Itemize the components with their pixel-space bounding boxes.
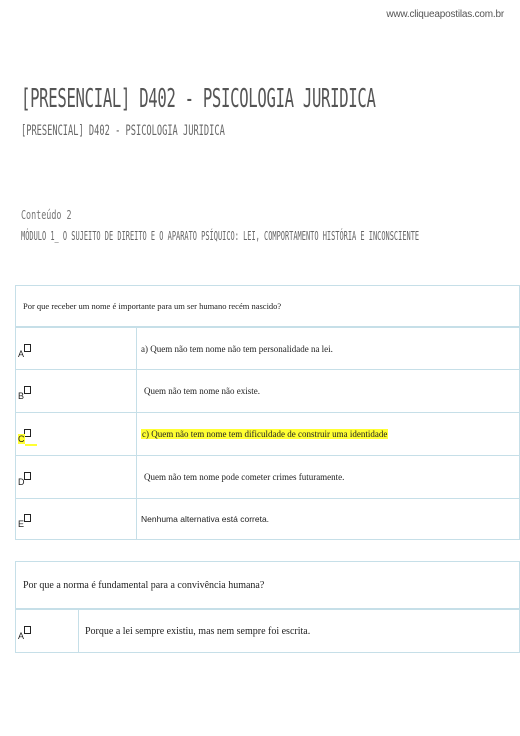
option-letter: A: [18, 631, 25, 641]
checkbox-icon[interactable]: [24, 626, 31, 634]
course-title: [PRESENCIAL] D402 - PSICOLOGIA JURIDICA: [21, 84, 376, 114]
option-letter: A: [18, 349, 25, 359]
course-subtitle: [PRESENCIAL] D402 - PSICOLOGIA JURIDICA: [21, 123, 225, 139]
option-text: [137, 413, 519, 455]
option-letter: C: [18, 434, 25, 444]
content-label: Conteúdo 2: [21, 208, 72, 222]
checkbox-icon[interactable]: [24, 472, 31, 480]
option-text: a) Quem não tem nome não tem personalidade na lei.: [137, 328, 519, 369]
module-label: MÓDULO 1_ O SUJEITO DE DIREITO E O APARATO PSÍQUICO: LEI, COMPORTAMENTO HISTÓRIA E INCONSCIENTE: [21, 229, 420, 243]
question-2-text: Por que a norma é fundamental para a convivência humana?: [16, 562, 519, 609]
checkbox-icon[interactable]: [24, 429, 31, 437]
checkbox-icon[interactable]: [24, 344, 31, 352]
option-letter: D: [18, 477, 25, 487]
question-1-option-c[interactable]: [16, 412, 519, 455]
option-text: Nenhuma alternativa está correta.: [137, 499, 519, 539]
question-1-option-e[interactable]: [16, 498, 519, 539]
site-url[interactable]: www.cliqueapostilas.com.br: [386, 9, 504, 20]
question-2-option-a[interactable]: [16, 609, 519, 652]
option-letter: E: [18, 519, 25, 529]
option-letter: B: [18, 391, 25, 401]
option-text: Quem não tem nome pode cometer crimes futuramente.: [137, 456, 519, 498]
question-1-option-d[interactable]: [16, 455, 519, 498]
option-text: Quem não tem nome não existe.: [137, 370, 519, 412]
checkbox-icon[interactable]: [24, 386, 31, 394]
highlighted-answer: c) Quem não tem nome tem dificuldade de construir uma identidade: [142, 429, 388, 439]
question-1-option-b[interactable]: [16, 369, 519, 412]
question-1-text: Por que receber um nome é importante para um ser humano recém nascido?: [16, 286, 519, 327]
question-1-option-a[interactable]: [16, 327, 519, 369]
question-2-block: [15, 561, 520, 653]
checkbox-icon[interactable]: [24, 514, 31, 522]
option-text: Porque a lei sempre existiu, mas nem sempre foi escrita.: [79, 610, 519, 652]
question-1-block: [15, 285, 520, 540]
highlight-mark: [25, 444, 37, 446]
